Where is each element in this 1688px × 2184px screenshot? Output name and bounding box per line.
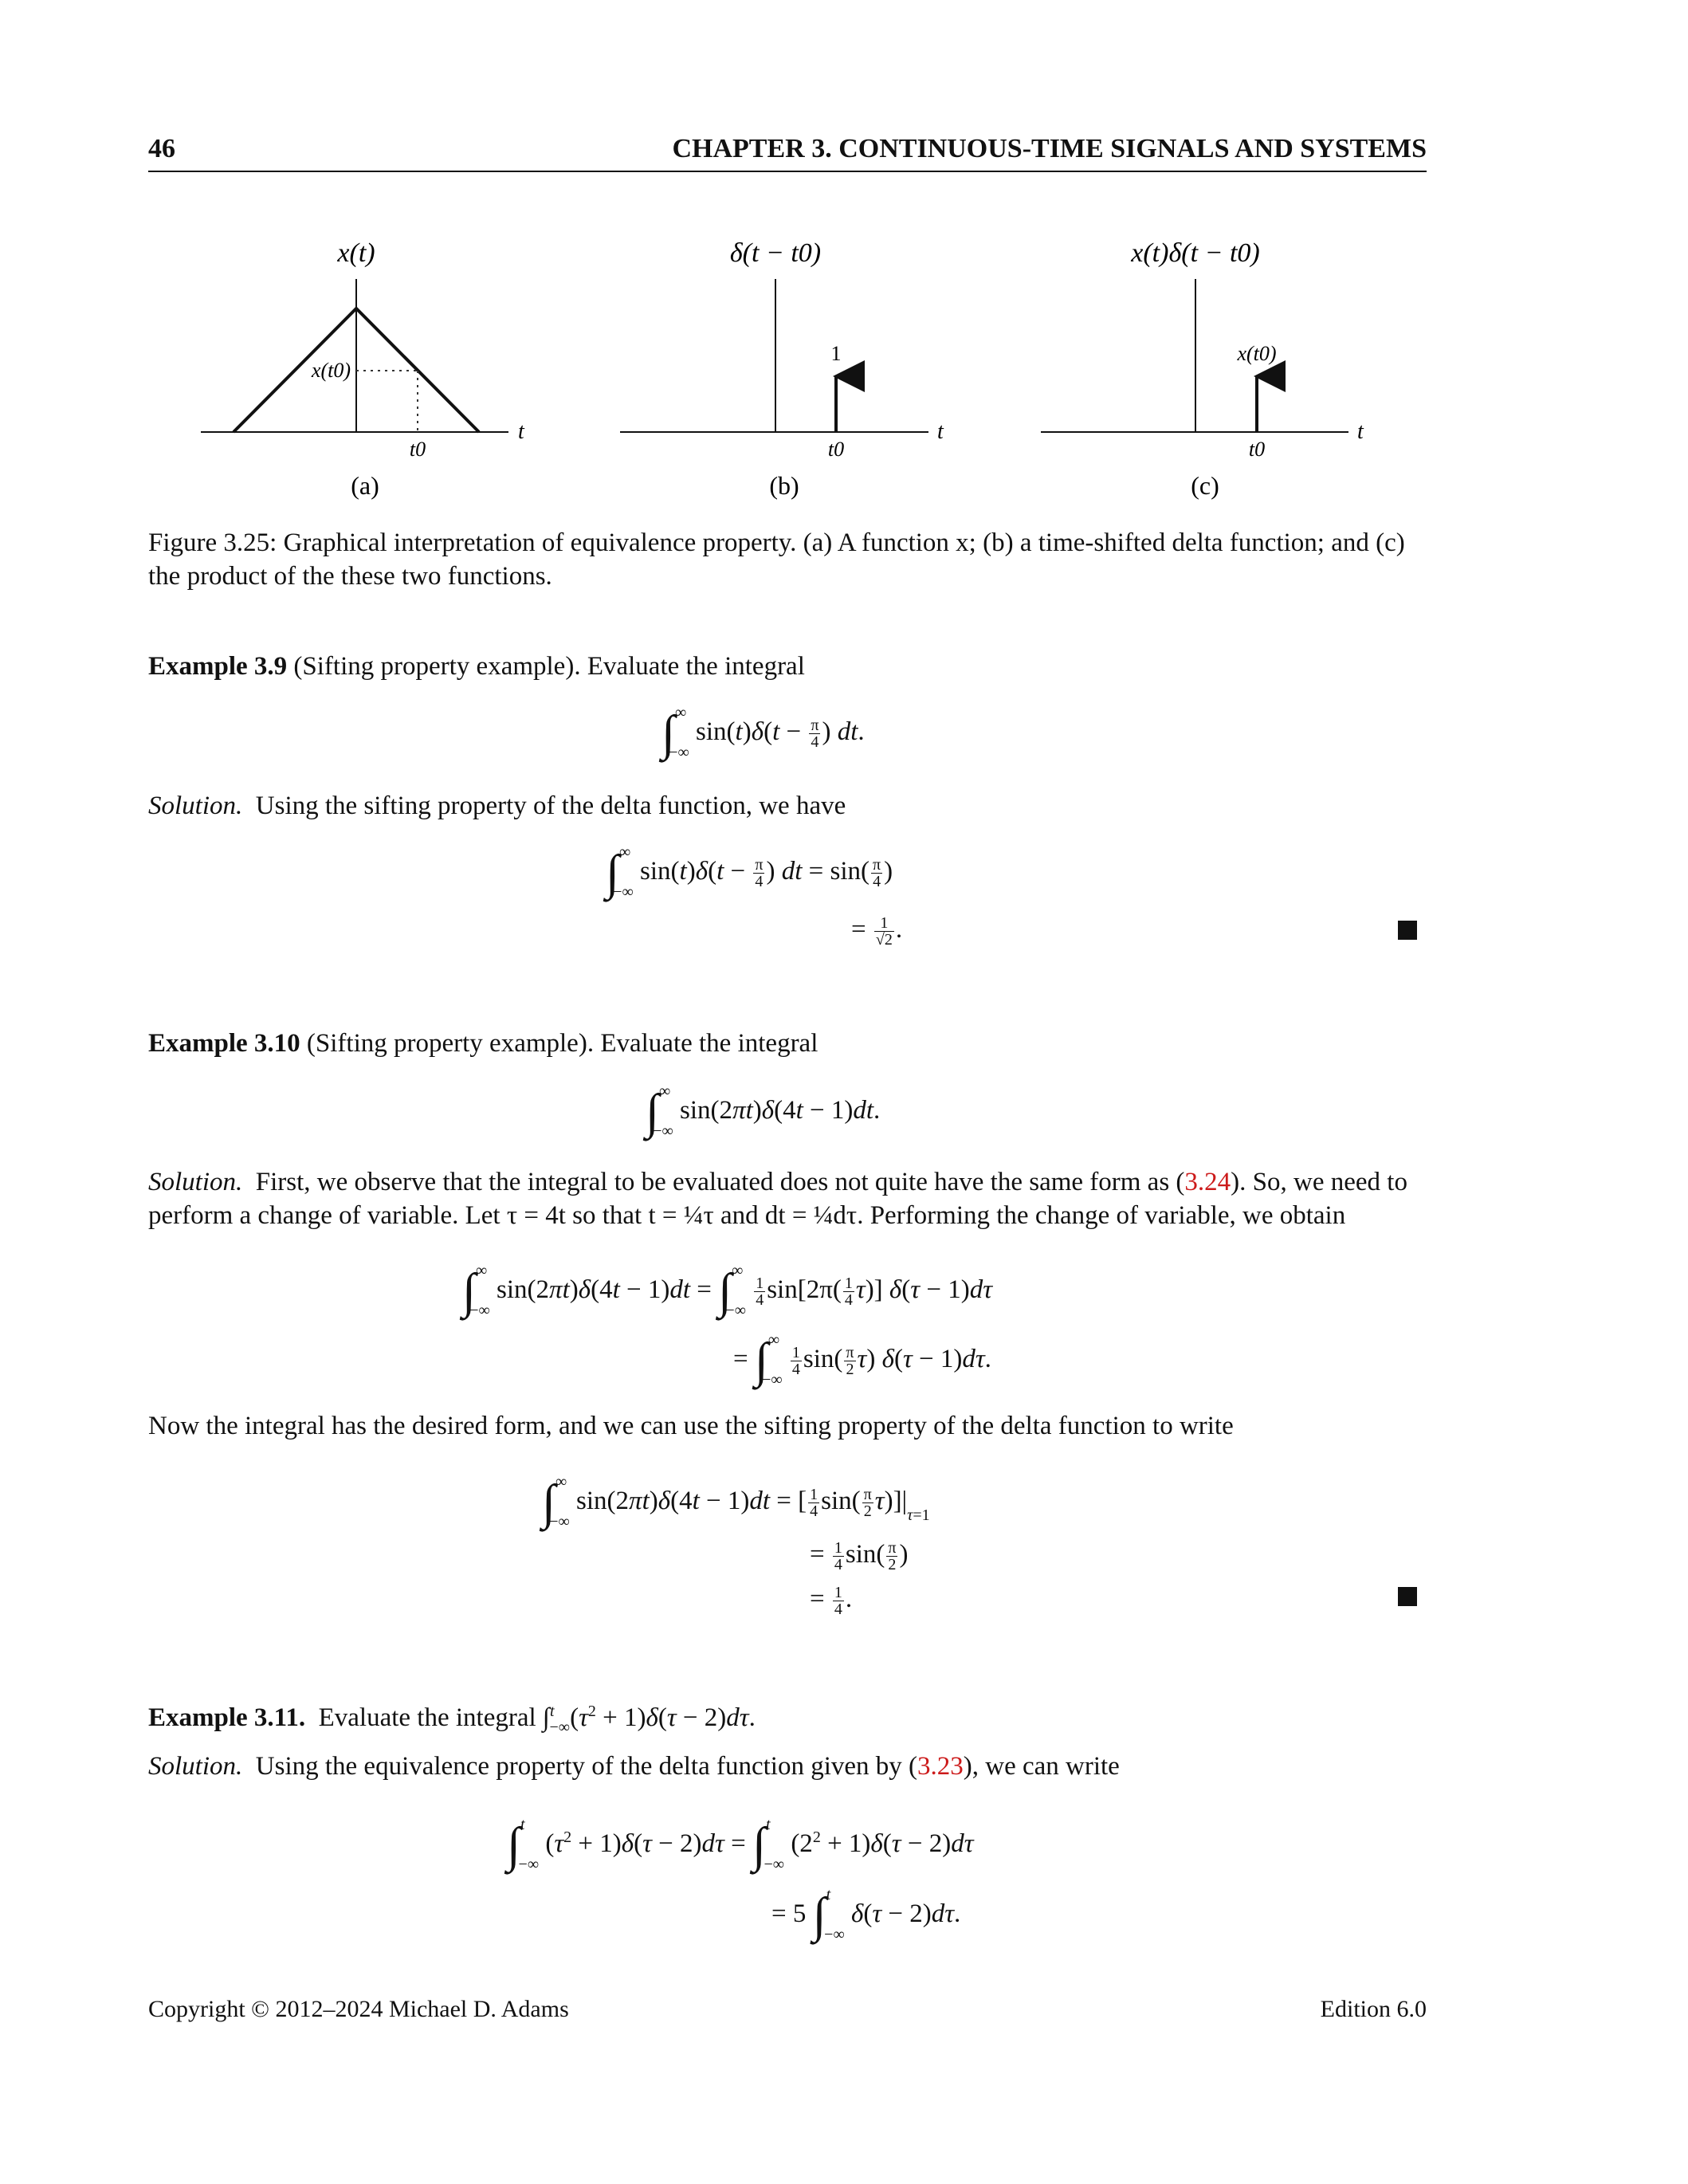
panel-c-sublabel: (c) — [1191, 471, 1219, 500]
page-number: 46 — [148, 134, 175, 163]
example-3-10-now: Now the integral has the desired form, and we can use the sifting property of the delta function to write — [148, 1412, 1234, 1440]
equation-3-10-step4: = $\frac{1}{4}$ sin( $\frac{\pi}{2}$ ) — [810, 1539, 909, 1573]
example-3-10-label: Example 3.10 — [148, 1029, 300, 1058]
example-3-9-text: Evaluate the integral — [587, 652, 805, 681]
example-3-9-label: Example 3.9 — [148, 652, 288, 681]
solution-text: First, we observe that the integral to be evaluated does not quite have the same form as (3.24). So, we need to perform a change of variable. Let τ = 4t so that t = ¼τ and dt = ¼dτ. Performing the change of variable, we obtain — [148, 1168, 1407, 1230]
solution-text: Using the equivalence property of the delta function given by (3.23), we can write — [255, 1752, 1120, 1781]
panel-a-ylabel: x(t) — [337, 238, 375, 268]
equation-3-11-step2: = 5 ∫$^t_{-\infty}$ δ(τ − 2)dτ. — [771, 1886, 961, 1943]
qed-marker — [1398, 1587, 1417, 1606]
equation-3-10-step2: = $\int^\infty_{-\infty}$ $\frac{1}{4}$ sin( $\frac{\pi}{2}$ τ) δ(τ − 1)dτ. — [733, 1331, 991, 1389]
chapter-title: CHAPTER 3. CONTINUOUS-TIME SIGNALS AND SYSTEMS — [672, 134, 1427, 163]
panel-c-axis-label: t — [1357, 419, 1364, 444]
panel-c-impulse-label: x(t0) — [1237, 342, 1277, 365]
equation-3-9-step1: $\int^\infty_{-\infty}$ sin(t)δ(t − $\frac{\pi}{4}$ ) dt = sin( $\frac{\pi}{4}$ ) — [606, 843, 893, 901]
equation-3-10-problem: $\int^\infty_{-\infty}$ sin(2πt)δ(4t − 1)dt. — [646, 1082, 881, 1140]
equation-3-10-step3: $\int^\infty_{-\infty}$ sin(2πt)δ(4t − 1)dt = [ $\frac{1}{4}$ sin( $\frac{\pi}{2}$ $\tau)]|_{\tau=1}$ — [542, 1473, 930, 1530]
panel-b-axis-label: t — [937, 419, 944, 444]
qed-marker — [1398, 921, 1417, 940]
panel-b-ylabel: δ(t − t0) — [729, 238, 822, 268]
solution-label: Solution. — [148, 1168, 243, 1196]
example-3-11-text: Evaluate the integral ∫ — [318, 1703, 550, 1732]
footer-edition: Edition 6.0 — [1320, 1996, 1427, 2022]
panel-a-sublabel: (a) — [351, 471, 379, 500]
figure-3-25 — [0, 223, 1688, 510]
header-rule — [148, 171, 1427, 172]
panel-c-ylabel: x(t)δ(t − t0) — [1131, 238, 1260, 268]
example-3-10-title: (Sifting property example). — [300, 1029, 601, 1058]
panel-a-tick: t0 — [409, 438, 426, 461]
example-3-11-solution — [148, 1750, 1427, 1783]
panel-a-axis-label: t — [518, 419, 524, 444]
example-3-9-title: (Sifting property example). — [287, 652, 587, 681]
figure-caption: Figure 3.25: Graphical interpretation of equivalence property. (a) A function x; (b) a time-shifted delta function; and (c) the product of the these two functions. — [148, 528, 1405, 591]
equation-3-11-step1: ∫$^t_{-\infty}$ $(\tau^2 + 1)\delta(\tau - 2)d\tau = \int^t_{-\infty}$ $(2^2 + 1)\delta(\tau - 2)d\tau$ — [507, 1816, 974, 1873]
example-3-9-heading — [148, 650, 1427, 683]
solution-label: Solution. — [148, 792, 243, 820]
example-3-11-heading: Example 3.11. Evaluate the integral $\int^t_{-\infty}(\tau^2 + 1)\delta(\tau - 2)d\tau$. — [148, 1703, 756, 1736]
example-3-11-label: Example 3.11. — [148, 1703, 306, 1732]
panel-a — [201, 238, 525, 500]
example-3-10-solution — [148, 1165, 1427, 1232]
equation-3-10-step5: = $\frac{1}{4}$ . — [810, 1584, 853, 1618]
panel-b-tick: t0 — [827, 438, 845, 461]
solution-label: Solution. — [148, 1752, 243, 1781]
equation-3-9-step2: = $\frac{1}{√2}$ . — [851, 914, 903, 949]
solution-text: Using the sifting property of the delta function, we have — [255, 792, 846, 820]
panel-b-sublabel: (b) — [769, 471, 799, 500]
panel-c — [1041, 238, 1364, 500]
example-3-10-text: Evaluate the integral — [600, 1029, 818, 1058]
panel-b — [620, 238, 944, 500]
panel-b-impulse-label: 1 — [830, 342, 842, 365]
footer-copyright: Copyright © 2012–2024 Michael D. Adams — [148, 1996, 569, 2022]
equation-3-9-problem: $\int^\infty_{-\infty}$ sin(t)δ(t − $\frac{\pi}{4}$ ) dt. — [661, 704, 865, 761]
example-3-10-heading — [148, 1027, 1427, 1060]
panel-a-point-label: x(t0) — [311, 359, 351, 382]
example-3-9-solution — [148, 789, 1427, 823]
panel-c-tick: t0 — [1248, 438, 1266, 461]
equation-3-10-step1: $\int^\infty_{-\infty}$ $\sin(2\pi t)\delta(4t - 1)dt = \int^\infty_{-\infty}$ $\frac{1}{4}$ sin[2π( $\frac{1}{4}$ τ)] δ(τ − 1)dτ — [462, 1262, 992, 1319]
